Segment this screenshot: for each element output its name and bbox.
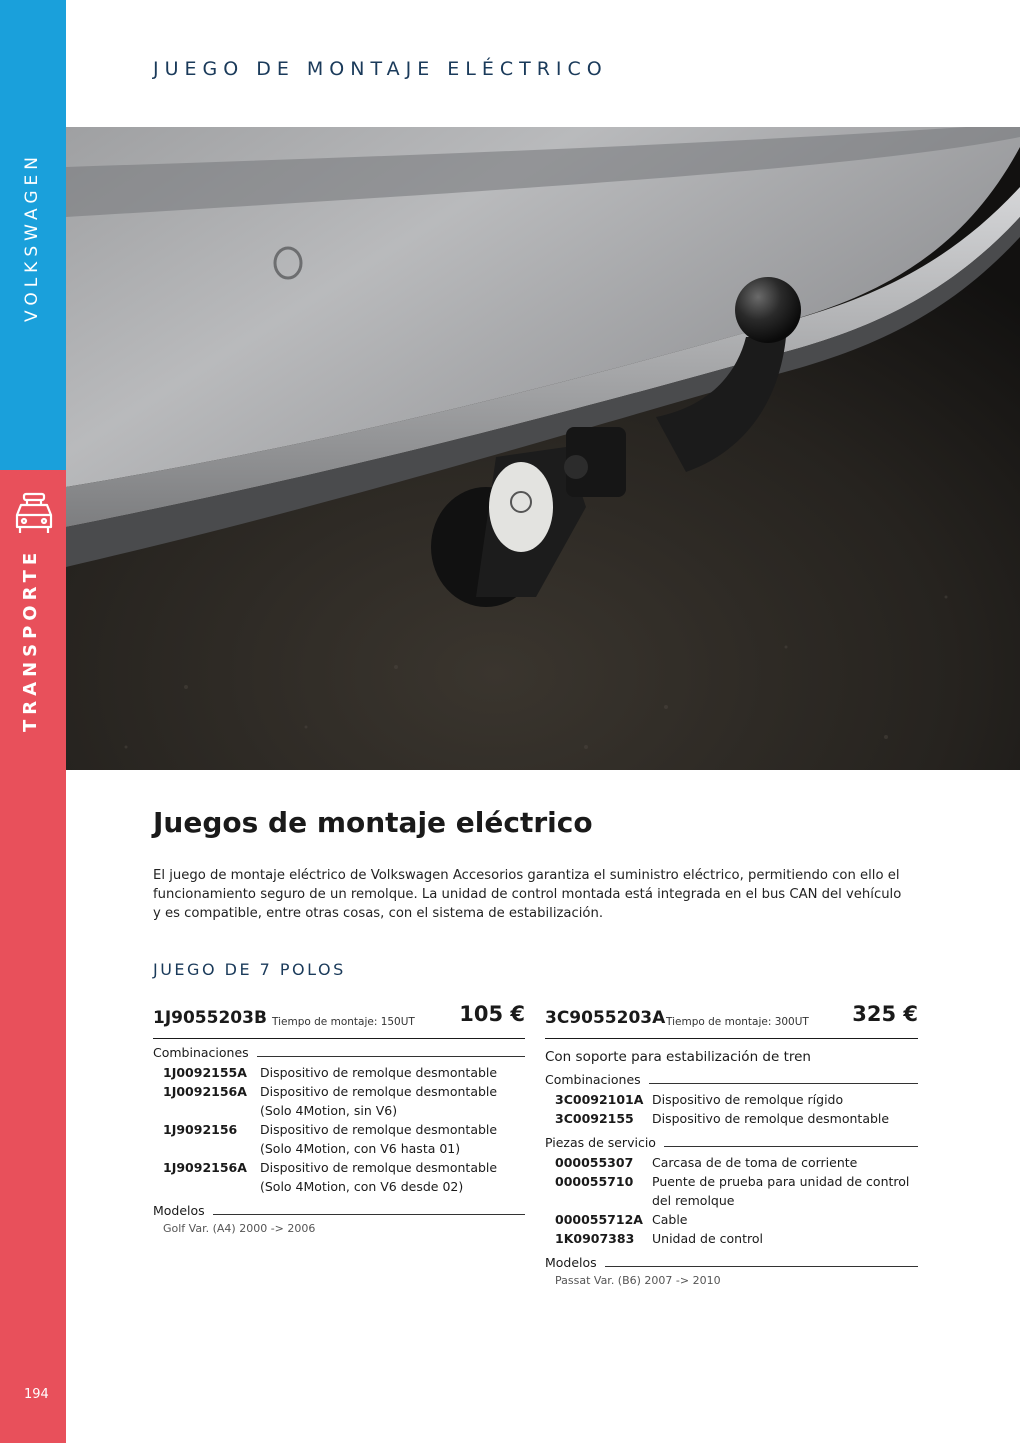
service-parts-list xyxy=(545,1153,918,1248)
mount-time: Tiempo de montaje: 150UT xyxy=(272,1016,415,1028)
part-number: 1J9055203B xyxy=(153,1008,267,1028)
car-roof-box-icon xyxy=(13,492,55,538)
item-desc: Dispositivo de remolque desmontable (Solo 4Motion, sin V6) xyxy=(260,1084,498,1118)
item-code: 000055712A xyxy=(555,1212,643,1227)
product-header xyxy=(545,1002,918,1039)
list-item xyxy=(153,1158,525,1196)
model-compat: Passat Var. (B6) 2007 -> 2010 xyxy=(555,1274,721,1287)
product-feature: Con soporte para estabilización de tren xyxy=(545,1049,811,1065)
item-desc: Dispositivo de remolque desmontable xyxy=(260,1065,498,1080)
list-item xyxy=(153,1063,525,1082)
item-code: 1J0092156A xyxy=(163,1084,247,1099)
service-parts-label: Piezas de servicio xyxy=(545,1135,656,1150)
item-desc: Dispositivo de remolque desmontable (Solo 4Motion, con V6 desde 02) xyxy=(260,1160,498,1194)
product-card-1J9055203B xyxy=(153,1002,525,1235)
page-header-title: JUEGO DE MONTAJE ELÉCTRICO xyxy=(153,58,608,80)
item-desc: Puente de prueba para unidad de control del remolque xyxy=(652,1174,910,1208)
list-item xyxy=(545,1172,918,1210)
combinations-label: Combinaciones xyxy=(545,1072,641,1087)
part-number: 3C9055203A xyxy=(545,1008,666,1028)
article-title: Juegos de montaje eléctrico xyxy=(153,806,593,839)
sidebar-section-label: TRANSPORTE xyxy=(20,547,41,732)
models-heading xyxy=(545,1255,918,1270)
combinations-list xyxy=(545,1090,918,1128)
combinations-label: Combinaciones xyxy=(153,1045,249,1060)
mount-time: Tiempo de montaje: 300UT xyxy=(666,1016,809,1028)
item-code: 1K0907383 xyxy=(555,1231,635,1246)
item-desc: Dispositivo de remolque desmontable (Solo 4Motion, con V6 hasta 01) xyxy=(260,1122,498,1156)
service-parts-heading xyxy=(545,1135,918,1150)
page-number: 194 xyxy=(24,1387,49,1402)
product-header xyxy=(153,1002,525,1039)
item-desc: Carcasa de de toma de corriente xyxy=(652,1155,858,1170)
price: 325 € xyxy=(852,1002,918,1026)
item-code: 000055307 xyxy=(555,1155,634,1170)
models-heading xyxy=(153,1203,525,1218)
list-item xyxy=(545,1229,918,1248)
list-item xyxy=(545,1090,918,1109)
models-label: Modelos xyxy=(153,1203,205,1218)
list-item xyxy=(545,1109,918,1128)
models-label: Modelos xyxy=(545,1255,597,1270)
item-code: 1J9092156A xyxy=(163,1160,247,1175)
model-compat: Golf Var. (A4) 2000 -> 2006 xyxy=(163,1222,316,1235)
item-desc: Unidad de control xyxy=(652,1231,763,1246)
combinations-heading xyxy=(153,1045,525,1060)
product-card-3C9055203A xyxy=(545,1002,918,1287)
combinations-list xyxy=(153,1063,525,1196)
item-desc: Cable xyxy=(652,1212,688,1227)
section-subheading: JUEGO DE 7 POLOS xyxy=(153,960,346,979)
item-desc: Dispositivo de remolque desmontable xyxy=(652,1111,890,1126)
list-item xyxy=(545,1153,918,1172)
article-intro: El juego de montaje eléctrico de Volkswagen Accesorios garantiza el suministro eléctrico, permitiendo con ello el funcionamiento seguro de un remolque. La unidad de control montada está integrada en el bus CAN del vehículo y es compatible, entre otras cosas, con el sistema de estabilización. xyxy=(153,868,902,921)
price: 105 € xyxy=(459,1002,525,1026)
list-item xyxy=(545,1210,918,1229)
list-item xyxy=(153,1120,525,1158)
sidebar-brand-label: VOLKSWAGEN xyxy=(22,152,42,322)
item-code: 1J0092155A xyxy=(163,1065,247,1080)
list-item xyxy=(153,1082,525,1120)
item-code: 1J9092156 xyxy=(163,1122,238,1137)
item-code: 000055710 xyxy=(555,1174,634,1189)
towbar-photo xyxy=(66,127,1020,770)
item-desc: Dispositivo de remolque rígido xyxy=(652,1092,844,1107)
item-code: 3C0092155 xyxy=(555,1111,634,1126)
combinations-heading xyxy=(545,1072,918,1087)
item-code: 3C0092101A xyxy=(555,1092,644,1107)
